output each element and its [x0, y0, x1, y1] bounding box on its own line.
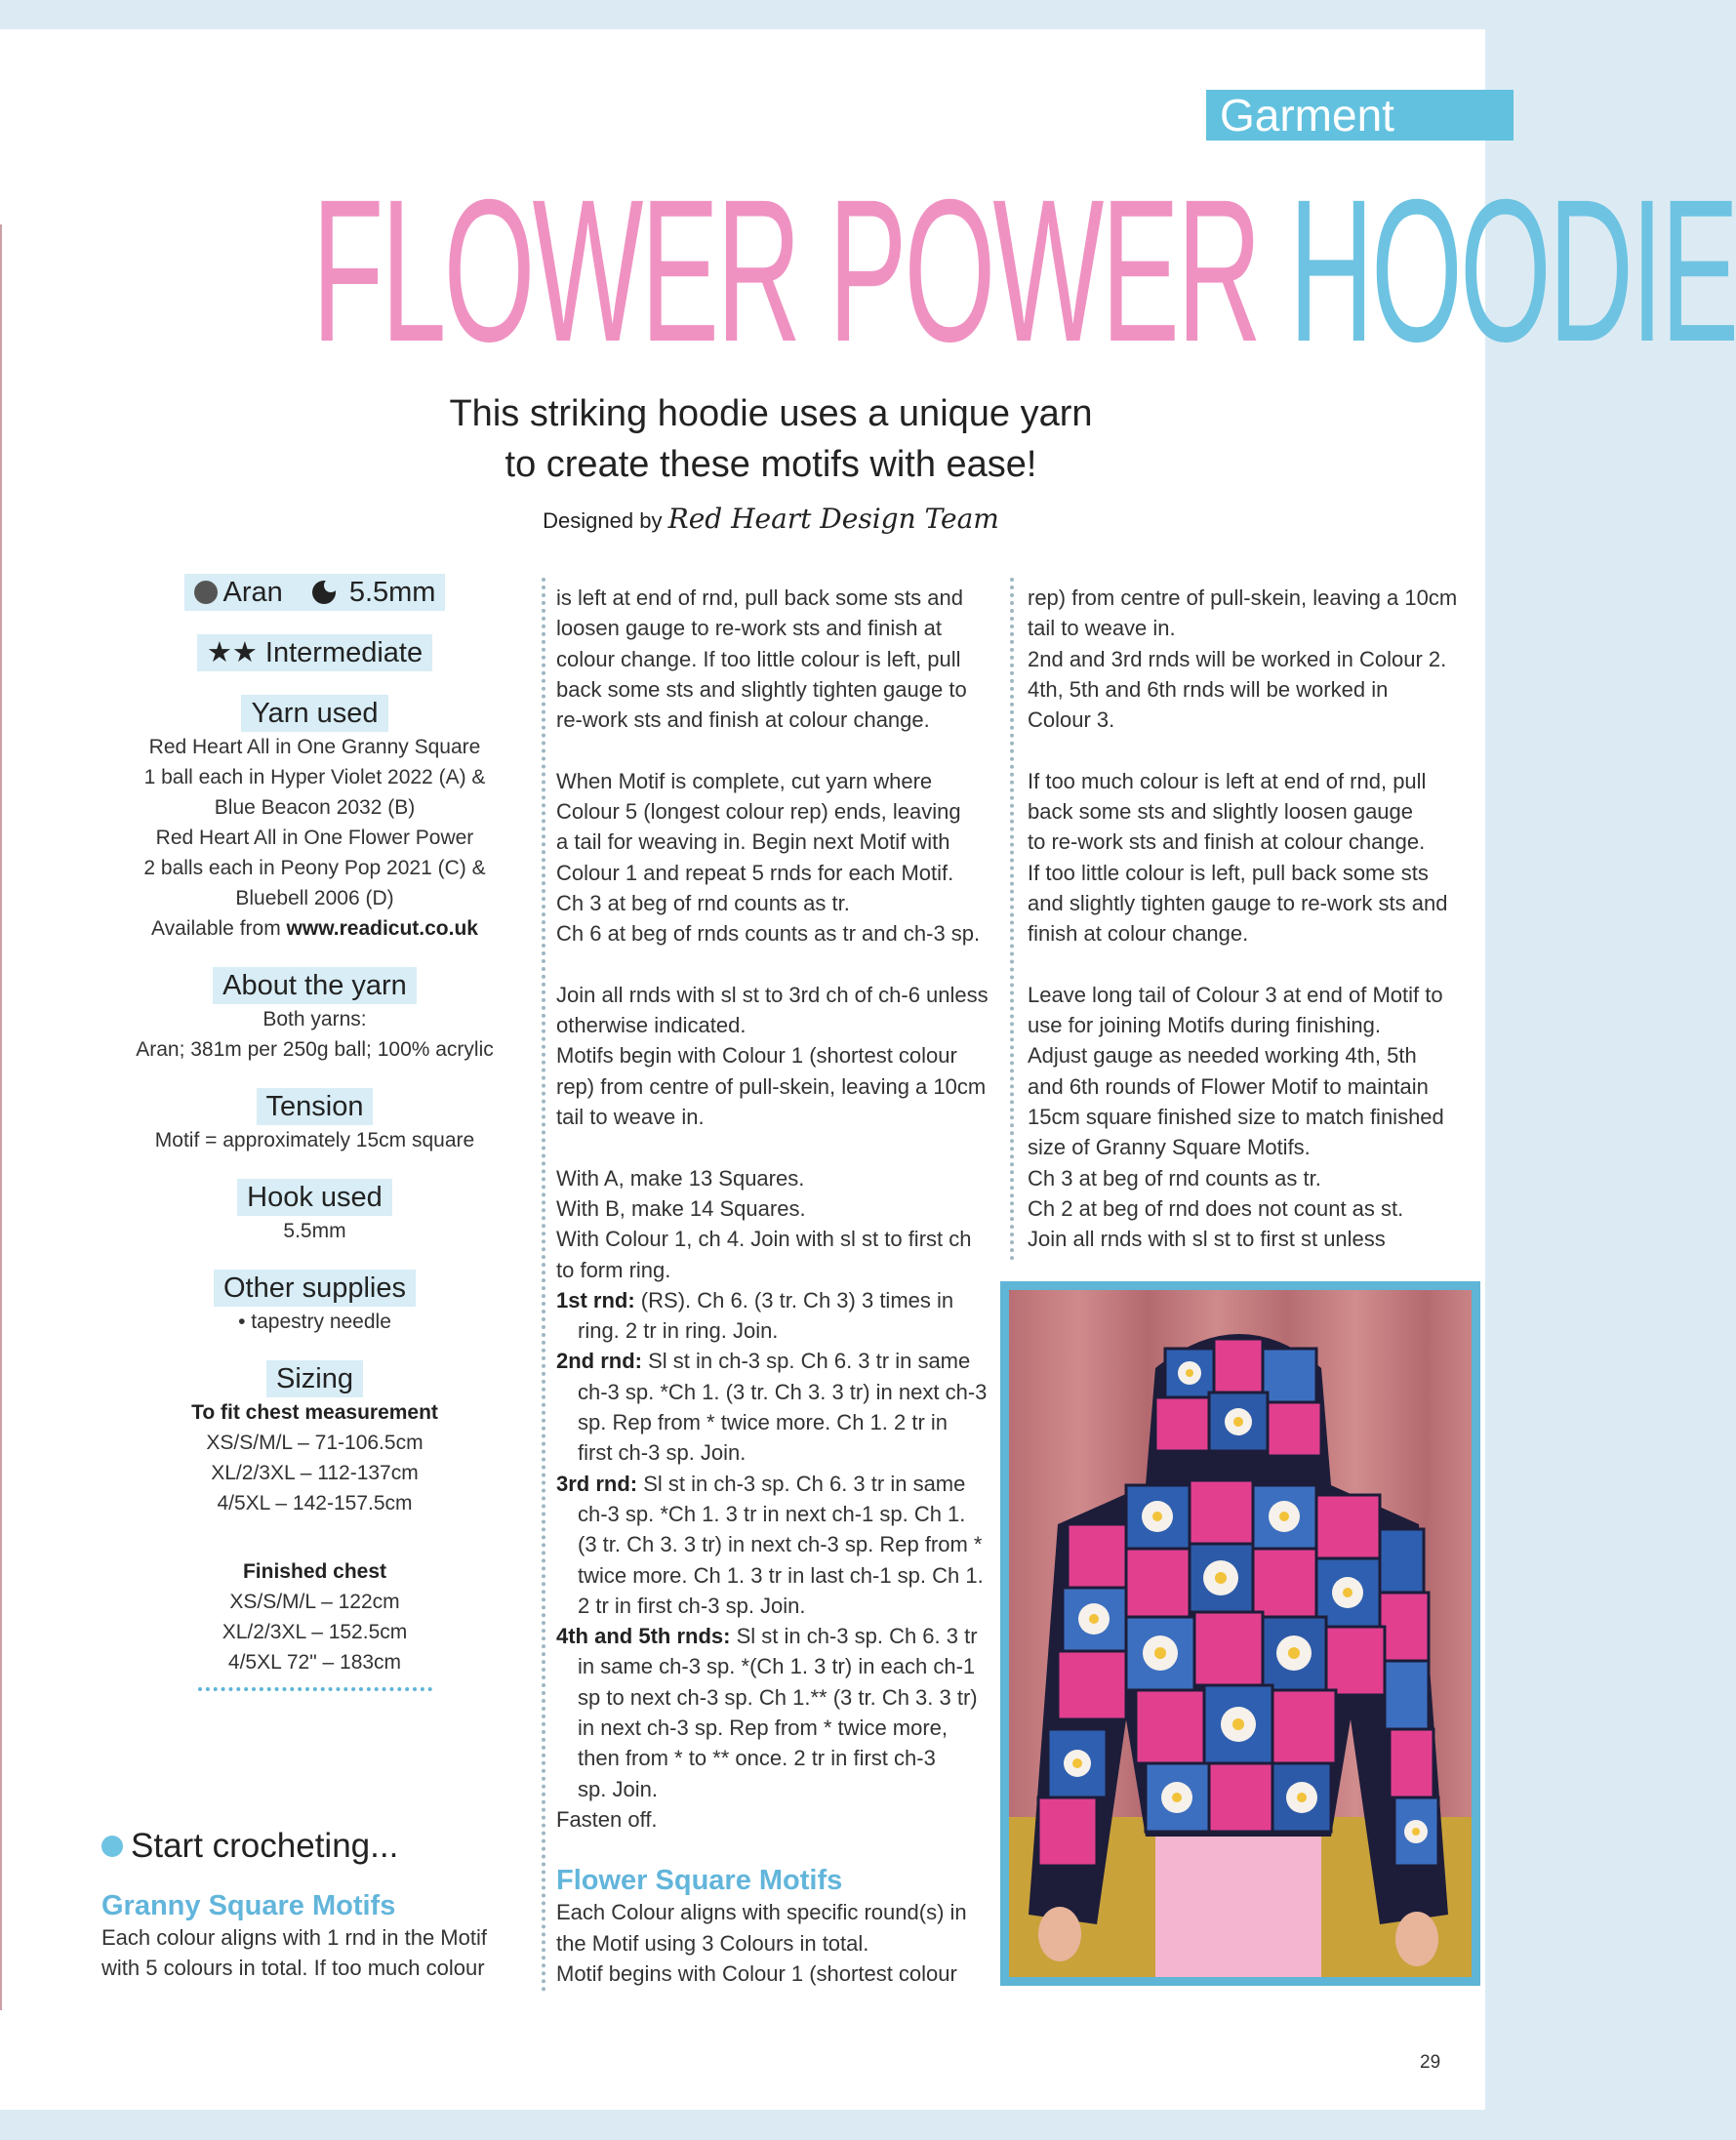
title-blue: HOODIE — [1288, 158, 1736, 384]
pattern-info-sidebar — [98, 574, 532, 1715]
round-1: 1st rnd: (RS). Ch 6. (3 tr. Ch 3) 3 times in ring. 2 tr in ring. Join. — [556, 1287, 954, 1344]
granny-square-section: Granny Square Motifs Each colour aligns with 1 rnd in the Motif with 5 colours in total. If too much colour — [101, 1890, 511, 1984]
fasten-off: Fasten off. — [556, 1806, 658, 1832]
designer-credit — [0, 503, 1542, 535]
round-3: 3rd rnd: Sl st in ch-3 sp. Ch 6. 3 tr in same ch-3 sp. *Ch 1. 3 tr in next ch-1 sp. Ch 1. (3 tr. Ch 3. 3 tr) in next ch-3 sp. Rep from * twice more. Ch 1. 3 tr in last ch-1 sp. Ch 1. 2 tr in first ch-3 sp. Join. — [556, 1471, 984, 1618]
granny-square-heading: Granny Square Motifs — [101, 1890, 396, 1921]
flower-square-heading: Flower Square Motifs — [556, 1865, 843, 1897]
sizing-heading: Sizing — [266, 1360, 363, 1397]
yarn-used-section — [98, 695, 532, 944]
instructions-column-3: rep) from centre of pull-skein, leaving a 10cm tail to weave in. 2nd and 3rd rnds will be worked in Colour 2. 4th, 5th and 6th rnds will be worked in Colour 3. If too much colour is left at end of rnd, pull back some sts and slightly loosen gauge to re-work sts and finish at colour change. If too little colour is left, pull back some sts and slightly tighten gauge to re-work sts and finish at colour change. Leave long tail of Colour 3 at end of Motif to use for joining Motifs during finishing. Adjust gauge as needed working 4th, 5th and 6th rounds of Flower Motif to maintain 15cm square finished size to match finished size of Granny Square Motifs. Ch 3 at beg of rnd counts as tr. Ch 2 at beg of rnd does not count as st. Join all rnds with sl st to first st unless — [1028, 585, 1458, 1252]
round-4-5: 4th and 5th rnds: Sl st in ch-3 sp. Ch 6. 3 tr in same ch-3 sp. *(Ch 1. 3 tr) in each ch-1 sp to next ch-3 sp. Ch 1.** (3 tr. Ch 3. 3 tr) in next ch-3 sp. Rep from * twice more, then from * to ** once. 2 tr in first ch-3 sp. Join. — [556, 1624, 978, 1801]
designed-prefix: Designed by — [543, 508, 663, 533]
yarn-used-heading: Yarn used — [241, 695, 387, 732]
section-tag: Garment — [1206, 90, 1514, 141]
designer-name: Red Heart Design Team — [667, 503, 999, 535]
dotted-separator — [198, 1687, 432, 1691]
about-yarn-section: About the yarn Both yarns: Aran; 381m per 250g ball; 100% acrylic — [98, 967, 532, 1065]
instructions-column-2: is left at end of rnd, pull back some sts and loosen gauge to re-work sts and finish at colour change. If too little colour is left, pull back some sts and slightly tighten gauge to re-work sts and finish at colour change. When Motif is complete, cut yarn where Colour 5 (longest colour rep) ends, leaving a tail for weaving in. Begin next Motif with Colour 1 and repeat 5 rnds for each Motif. Ch 3 at beg of rnd counts as tr. Ch 6 at beg of rnds counts as tr and ch-3 sp. Join all rnds with sl st to 3rd ch of ch-6 unless otherwise indicated. Motifs begin with Colour 1 (shortest colour rep) from centre of pull-skein, leaving a 10cm tail to weave in. With A, make 13 Squares. With B, make 14 Squares. With Colour 1, ch 4. Join with sl st to first ch to form ring. 1st rnd: (RS). Ch 6. (3 tr. Ch 3) 3 times in ring. 2 tr in ring. Join. 2nd rnd: Sl st in ch-3 sp. Ch 6. 3 tr in same ch-3 sp. *Ch 1. (3 tr. Ch 3. 3 tr) in next ch-3 sp. Rep from * twice more. Ch 1. 2 tr in first ch-3 sp. Join. 3rd rnd: Sl st in ch-3 sp. Ch 6. 3 tr in same ch-3 sp. *Ch 1. 3 tr in next ch-1 sp. Ch 1. (3 tr. Ch 3. 3 tr) in next ch-3 sp. Rep from * twice more. Ch 1. 3 tr in last ch-1 sp. Ch 1. 2 tr in first ch-3 sp. Join. 4th and 5th rnds: Sl st in ch-3 sp. Ch 6. 3 tr in same ch-3 sp. *(Ch 1. 3 tr) in each ch-1 sp to next ch-3 sp. Ch 1.** (3 tr. Ch 3. 3 tr) in next ch-3 sp. Rep from * twice more, then from * to ** once. 2 tr in first ch-3 sp. Join. Fasten off. Flower Square Motifs Each Colour aligns with specific round(s) in the Motif using 3 Colours in total. Motif begins with Colour 1 (shortest colour — [556, 583, 995, 1989]
hook-used-section: Hook used 5.5mm — [98, 1179, 532, 1246]
sizing-section: Sizing To fit chest measurement XS/S/M/L – 71-106.5cm XL/2/3XL – 112-137cm 4/5XL – 142-157.5cm Finished chest XS/S/M/L – 122cm XL/2/3XL – 152.5cm 4/5XL 72" – 183cm — [98, 1360, 532, 1691]
subtitle-line: to create these motifs with ease! — [505, 444, 1037, 485]
hook-size-icon — [312, 581, 336, 604]
round-2: 2nd rnd: Sl st in ch-3 sp. Ch 6. 3 tr in same ch-3 sp. *Ch 1. (3 tr. Ch 3. 3 tr) in next ch-3 sp. Rep from * twice more. Ch 1. 2 tr in first ch-3 sp. Join. — [556, 1349, 988, 1466]
page-number: 29 — [1420, 2052, 1441, 2073]
subtitle — [0, 388, 1542, 490]
other-supplies-section: Other supplies • tapestry needle — [98, 1270, 532, 1337]
hoodie-photo-illustration — [1009, 1290, 1472, 1977]
other-supplies-heading: Other supplies — [214, 1270, 416, 1307]
column-divider — [1010, 578, 1014, 1261]
column-divider — [542, 578, 545, 1993]
yarn-weight-badge: Aran 5.5mm — [184, 574, 446, 611]
hoodie-photo — [1000, 1281, 1480, 1986]
yarn-ball-icon — [194, 581, 218, 604]
tension-heading: Tension — [257, 1088, 374, 1125]
skill-level-badge: ★★ Intermediate — [197, 634, 432, 671]
tension-section: Tension Motif = approximately 15cm square — [98, 1088, 532, 1155]
yarn-ball-icon — [101, 1836, 123, 1857]
page-edge-strip — [0, 224, 2, 2010]
start-crocheting-heading: Start crocheting... — [101, 1827, 398, 1866]
title-pink: FLOWER POWER — [311, 158, 1260, 384]
hook-used-heading: Hook used — [237, 1179, 392, 1216]
page-title — [311, 158, 1736, 384]
about-yarn-heading: About the yarn — [213, 967, 417, 1004]
yarn-used-text: Red Heart All in One Granny Square 1 ball each in Hyper Violet 2022 (A) & Blue Beacon 2032 (B) Red Heart All in One Flower Power 2 balls each in Peony Pop 2021 (C) & Bluebell 2006 (D) Available from www.readicut.co.uk — [143, 736, 486, 940]
supplier-link[interactable]: www.readicut.co.uk — [286, 917, 478, 940]
subtitle-line: This striking hoodie uses a unique yarn — [449, 393, 1093, 434]
